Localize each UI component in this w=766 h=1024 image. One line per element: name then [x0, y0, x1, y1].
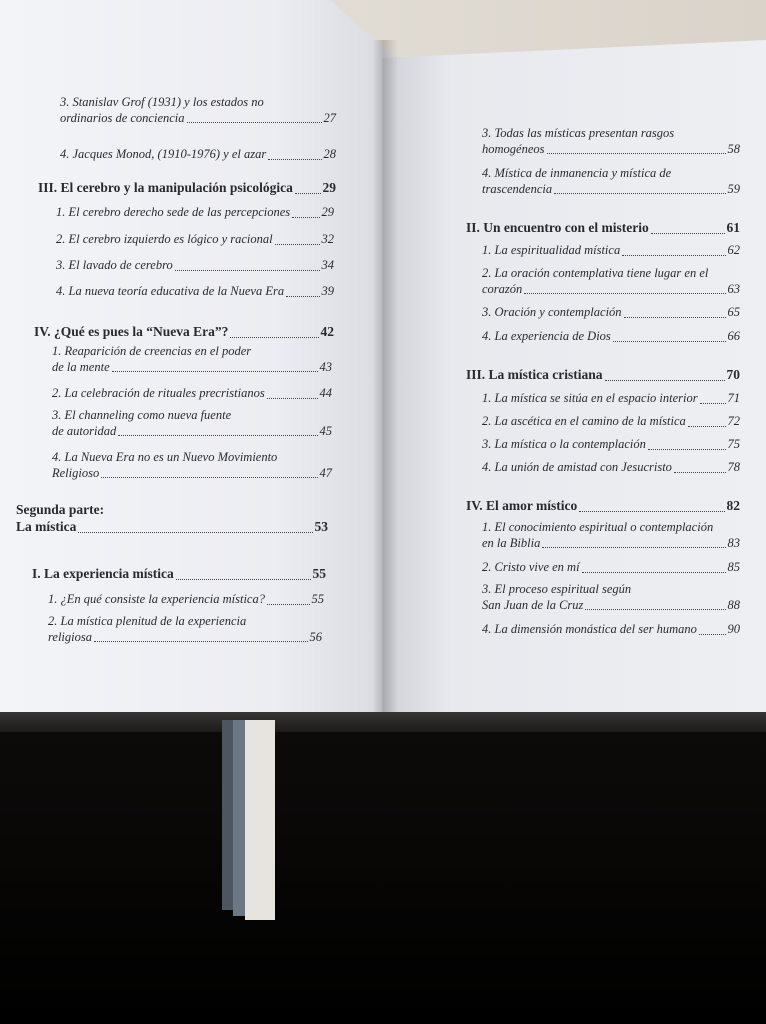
toc-entry-title: 1. Reaparición de creencias en el poder: [52, 344, 252, 358]
toc-page-number: 56: [309, 629, 322, 644]
leader-dots: [78, 532, 312, 533]
toc-entry-title: 4. Jacques Monod, (1910-1976) y el azar: [60, 147, 267, 161]
book-gutter: [372, 40, 398, 712]
leader-dots: [267, 604, 310, 605]
toc-entry-title: 3. El proceso espiritual según: [482, 582, 632, 596]
bookmark-ribbon-white: [245, 720, 275, 920]
toc-part[interactable]: [16, 502, 328, 536]
leader-dots: [112, 371, 318, 372]
toc-page-number: 85: [727, 560, 740, 574]
toc-page-number: 83: [727, 535, 740, 550]
leader-dots: [286, 296, 319, 297]
leader-dots: [267, 398, 318, 399]
toc-page-number: 42: [320, 324, 334, 339]
toc-entry-continuation: religiosa: [48, 629, 92, 644]
toc-part-label: Segunda parte:: [16, 502, 105, 517]
toc-page-number: 28: [323, 147, 336, 161]
toc-section[interactable]: [466, 498, 740, 515]
toc-entry-title: 4. La Nueva Era no es un Nuevo Movimiento: [52, 450, 278, 464]
toc-entry[interactable]: [52, 450, 332, 481]
leader-dots: [648, 449, 726, 450]
toc-entry-title: 4. La dimensión monástica del ser humano: [482, 622, 697, 636]
leader-dots: [579, 511, 724, 512]
toc-entry[interactable]: [60, 95, 336, 126]
toc-entry[interactable]: [56, 232, 334, 248]
toc-entry-continuation: ordinarios de conciencia: [60, 110, 185, 125]
toc-page-number: 32: [321, 232, 334, 246]
toc-section-title: III. La mística cristiana: [466, 367, 603, 382]
toc-entry-continuation: trascendencia: [482, 181, 553, 196]
toc-entry-continuation: en la Biblia: [482, 535, 541, 550]
toc-entry[interactable]: [482, 560, 740, 576]
toc-entry[interactable]: [482, 266, 740, 297]
toc-entry-title: 4. La experiencia de Dios: [482, 329, 611, 343]
toc-page-number: 27: [323, 110, 336, 125]
leader-dots: [624, 317, 726, 318]
toc-section-title: II. Un encuentro con el misterio: [466, 220, 649, 235]
toc-page-number: 39: [321, 284, 334, 298]
toc-section-title: IV. El amor místico: [466, 498, 578, 513]
toc-entry-continuation: de la mente: [52, 359, 110, 374]
leader-dots: [175, 270, 320, 271]
leader-dots: [118, 435, 317, 436]
toc-page-number: 88: [727, 597, 740, 612]
toc-entry[interactable]: [482, 305, 740, 321]
toc-section-title: I. La experiencia mística: [32, 566, 174, 581]
toc-entry-title: 1. El cerebro derecho sede de las percepciones: [56, 205, 291, 219]
toc-section[interactable]: [34, 324, 334, 341]
toc-page-number: 58: [727, 141, 740, 156]
leader-dots: [554, 193, 725, 194]
leader-dots: [524, 293, 725, 294]
leader-dots: [94, 641, 308, 642]
leader-dots: [605, 380, 725, 381]
toc-page-number: 55: [312, 566, 326, 581]
toc-entry[interactable]: [482, 460, 740, 476]
leader-dots: [547, 153, 726, 154]
leader-dots: [688, 426, 726, 427]
toc-entry-continuation: San Juan de la Cruz: [482, 597, 584, 612]
toc-entry[interactable]: [482, 329, 740, 345]
leader-dots: [295, 193, 321, 194]
toc-entry-title: 2. La ascética en el camino de la mística: [482, 414, 686, 428]
leader-dots: [674, 472, 726, 473]
leader-dots: [651, 233, 725, 234]
toc-page-number: 66: [727, 329, 740, 343]
leader-dots: [292, 217, 319, 218]
toc-page-number: 78: [727, 460, 740, 474]
toc-entry-title: 3. Stanislav Grof (1931) y los estados no: [60, 95, 264, 109]
toc-entry[interactable]: [48, 614, 322, 645]
toc-page-number: 44: [319, 386, 332, 400]
toc-entry[interactable]: [482, 166, 740, 197]
toc-entry[interactable]: [56, 284, 334, 300]
leader-dots: [230, 337, 318, 338]
toc-entry[interactable]: [482, 437, 740, 453]
leader-dots: [275, 244, 320, 245]
toc-section[interactable]: [38, 180, 336, 197]
toc-entry-continuation: homogéneos: [482, 141, 545, 156]
toc-entry-title: 2. La mística plenitud de la experiencia: [48, 614, 247, 628]
toc-entry[interactable]: [60, 147, 336, 163]
toc-entry[interactable]: [482, 622, 740, 638]
toc-entry[interactable]: [56, 205, 334, 221]
toc-entry[interactable]: [482, 126, 740, 157]
toc-page-number: 72: [727, 414, 740, 428]
toc-entry-continuation: de autoridad: [52, 423, 117, 438]
leader-dots: [585, 609, 725, 610]
toc-entry-title: 4. La nueva teoría educativa de la Nueva Era: [56, 284, 285, 298]
toc-entry-title: 2. Cristo vive en mí: [482, 560, 580, 574]
toc-page-number: 43: [319, 359, 332, 374]
leader-dots: [700, 403, 726, 404]
toc-page-number: 53: [314, 518, 328, 534]
toc-entry-title: 4. La unión de amistad con Jesucristo: [482, 460, 672, 474]
toc-section-title: III. El cerebro y la manipulación psicológica: [38, 180, 293, 195]
toc-entry[interactable]: [52, 344, 332, 375]
toc-entry-title: 1. El conocimiento espiritual o contemplación: [482, 520, 714, 534]
toc-page-number: 29: [322, 180, 336, 195]
toc-entry[interactable]: [482, 243, 740, 259]
toc-page-number: 29: [321, 205, 334, 219]
toc-page-number: 71: [727, 391, 740, 405]
toc-entry[interactable]: [52, 408, 332, 439]
toc-page-number: 34: [321, 258, 334, 272]
toc-entry[interactable]: [482, 520, 740, 551]
toc-section-title: IV. ¿Qué es pues la “Nueva Era”?: [34, 324, 229, 339]
toc-entry-title: 2. El cerebro izquierdo es lógico y racional: [56, 232, 273, 246]
leader-dots: [542, 547, 725, 548]
toc-page-number: 70: [726, 367, 740, 382]
toc-entry-title: 3. El channeling como nueva fuente: [52, 408, 232, 422]
leader-dots: [176, 579, 311, 580]
leader-dots: [613, 341, 726, 342]
toc-entry-title: 3. La mística o la contemplación: [482, 437, 646, 451]
leader-dots: [268, 159, 321, 160]
toc-entry[interactable]: [482, 391, 740, 407]
toc-page-number: 47: [319, 465, 332, 480]
toc-entry-title: 1. La espiritualidad mística: [482, 243, 621, 257]
toc-page-number: 75: [727, 437, 740, 451]
toc-page-number: 63: [727, 281, 740, 296]
toc-entry-title: 1. La mística se sitúa en el espacio interior: [482, 391, 698, 405]
toc-page-number: 45: [319, 423, 332, 438]
toc-page-number: 55: [311, 592, 324, 606]
toc-page-number: 62: [727, 243, 740, 257]
toc-page-number: 59: [727, 181, 740, 196]
toc-section[interactable]: [466, 367, 740, 384]
toc-entry-title: 3. El lavado de cerebro: [56, 258, 173, 272]
leader-dots: [699, 634, 726, 635]
leader-dots: [101, 477, 317, 478]
toc-entry-title: 2. La celebración de rituales precristianos: [52, 386, 265, 400]
toc-page-number: 82: [726, 498, 740, 513]
leader-dots: [622, 255, 725, 256]
toc-section[interactable]: [32, 566, 326, 583]
bookmark-ribbon-blue: [233, 720, 245, 916]
toc-page-number: 61: [726, 220, 740, 235]
toc-entry-continuation: Religioso: [52, 465, 100, 480]
toc-entry-title: 3. Oración y contemplación: [482, 305, 622, 319]
toc-entry[interactable]: [52, 386, 332, 402]
toc-page-number: 65: [727, 305, 740, 319]
toc-entry[interactable]: [56, 258, 334, 274]
toc-entry-continuation: corazón: [482, 281, 523, 296]
toc-entry-title: 4. Mística de inmanencia y mística de: [482, 166, 672, 180]
toc-part-title: La mística: [16, 518, 77, 534]
toc-entry[interactable]: [482, 414, 740, 430]
toc-entry[interactable]: [48, 592, 324, 608]
toc-page-number: 90: [727, 622, 740, 636]
leader-dots: [187, 122, 322, 123]
toc-entry-title: 1. ¿En qué consiste la experiencia mística?: [48, 592, 265, 606]
leader-dots: [582, 572, 726, 573]
toc-entry[interactable]: [482, 582, 740, 613]
toc-entry-title: 3. Todas las místicas presentan rasgos: [482, 126, 675, 140]
toc-section[interactable]: [466, 220, 740, 237]
toc-entry-title: 2. La oración contemplativa tiene lugar en el: [482, 266, 709, 280]
